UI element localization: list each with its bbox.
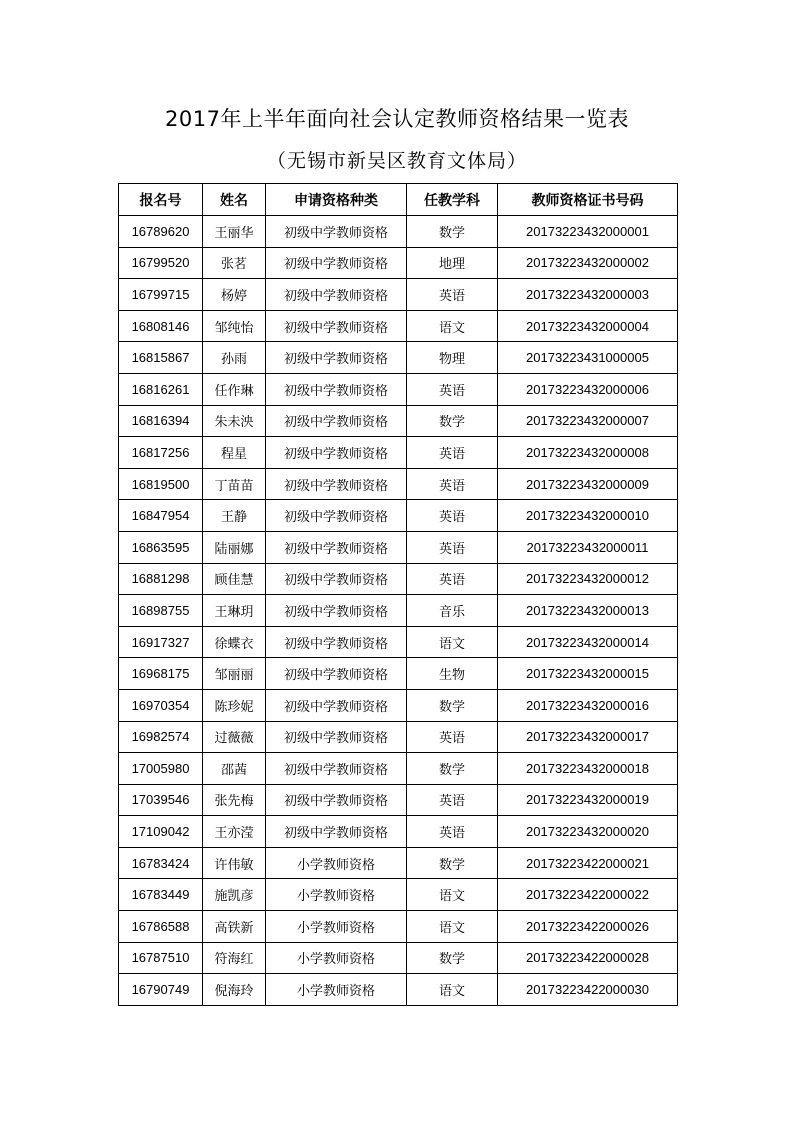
cell-registration-number: 16783449 — [119, 879, 203, 911]
cell-qualification-type: 初级中学教师资格 — [266, 658, 407, 690]
cell-name: 王亦滢 — [203, 816, 266, 848]
cell-registration-number: 16982574 — [119, 721, 203, 753]
cell-subject: 英语 — [407, 500, 498, 532]
table-row — [119, 595, 678, 627]
cell-subject: 语文 — [407, 626, 498, 658]
cell-subject: 语文 — [407, 879, 498, 911]
cell-registration-number: 16970354 — [119, 689, 203, 721]
header-row — [119, 184, 678, 216]
cell-qualification-type: 初级中学教师资格 — [266, 500, 407, 532]
cell-subject: 地理 — [407, 247, 498, 279]
cell-qualification-type: 初级中学教师资格 — [266, 563, 407, 595]
cell-certificate-number: 20173223422000028 — [498, 942, 678, 974]
cell-subject: 数学 — [407, 753, 498, 785]
cell-subject: 生物 — [407, 658, 498, 690]
cell-name: 过薇薇 — [203, 721, 266, 753]
cell-qualification-type: 初级中学教师资格 — [266, 216, 407, 248]
cell-certificate-number: 20173223432000007 — [498, 405, 678, 437]
results-table — [118, 183, 678, 1006]
cell-name: 杨婷 — [203, 279, 266, 311]
cell-certificate-number: 20173223422000021 — [498, 847, 678, 879]
cell-registration-number: 16787510 — [119, 942, 203, 974]
cell-subject: 英语 — [407, 563, 498, 595]
cell-subject: 数学 — [407, 405, 498, 437]
cell-name: 任作琳 — [203, 373, 266, 405]
cell-registration-number: 16799520 — [119, 247, 203, 279]
table-row — [119, 942, 678, 974]
cell-name: 程星 — [203, 437, 266, 469]
cell-subject: 英语 — [407, 437, 498, 469]
cell-qualification-type: 初级中学教师资格 — [266, 310, 407, 342]
cell-certificate-number: 20173223432000003 — [498, 279, 678, 311]
header-qualification-type: 申请资格种类 — [266, 184, 407, 216]
cell-name: 孙雨 — [203, 342, 266, 374]
table-row — [119, 626, 678, 658]
cell-certificate-number: 20173223432000014 — [498, 626, 678, 658]
table-row — [119, 911, 678, 943]
cell-qualification-type: 小学教师资格 — [266, 847, 407, 879]
cell-name: 许伟敏 — [203, 847, 266, 879]
cell-subject: 英语 — [407, 373, 498, 405]
cell-name: 施凯彦 — [203, 879, 266, 911]
cell-qualification-type: 初级中学教师资格 — [266, 405, 407, 437]
cell-subject: 音乐 — [407, 595, 498, 627]
cell-subject: 英语 — [407, 721, 498, 753]
cell-qualification-type: 初级中学教师资格 — [266, 816, 407, 848]
cell-subject: 数学 — [407, 847, 498, 879]
cell-subject: 英语 — [407, 279, 498, 311]
cell-qualification-type: 初级中学教师资格 — [266, 373, 407, 405]
cell-subject: 语文 — [407, 911, 498, 943]
cell-certificate-number: 20173223432000001 — [498, 216, 678, 248]
cell-name: 朱未泱 — [203, 405, 266, 437]
cell-name: 陈珍妮 — [203, 689, 266, 721]
cell-registration-number: 16863595 — [119, 531, 203, 563]
cell-qualification-type: 初级中学教师资格 — [266, 279, 407, 311]
table-row — [119, 247, 678, 279]
cell-registration-number: 17005980 — [119, 753, 203, 785]
cell-certificate-number: 20173223432000006 — [498, 373, 678, 405]
cell-registration-number: 16881298 — [119, 563, 203, 595]
table-row — [119, 563, 678, 595]
cell-subject: 英语 — [407, 816, 498, 848]
cell-registration-number: 16815867 — [119, 342, 203, 374]
table-row — [119, 437, 678, 469]
cell-registration-number: 16808146 — [119, 310, 203, 342]
cell-registration-number: 16816394 — [119, 405, 203, 437]
cell-name: 邹纯怡 — [203, 310, 266, 342]
cell-certificate-number: 20173223431000005 — [498, 342, 678, 374]
cell-subject: 英语 — [407, 468, 498, 500]
cell-subject: 数学 — [407, 942, 498, 974]
cell-qualification-type: 小学教师资格 — [266, 879, 407, 911]
cell-registration-number: 16817256 — [119, 437, 203, 469]
cell-name: 倪海玲 — [203, 974, 266, 1006]
table-row — [119, 753, 678, 785]
table-row — [119, 847, 678, 879]
table-row — [119, 405, 678, 437]
cell-certificate-number: 20173223432000012 — [498, 563, 678, 595]
cell-name: 邵茜 — [203, 753, 266, 785]
cell-registration-number: 16799715 — [119, 279, 203, 311]
cell-name: 徐蝶衣 — [203, 626, 266, 658]
cell-qualification-type: 小学教师资格 — [266, 974, 407, 1006]
cell-subject: 语文 — [407, 974, 498, 1006]
table-header — [119, 184, 678, 216]
table-row — [119, 279, 678, 311]
cell-qualification-type: 初级中学教师资格 — [266, 626, 407, 658]
table-row — [119, 468, 678, 500]
cell-qualification-type: 初级中学教师资格 — [266, 247, 407, 279]
table-row — [119, 310, 678, 342]
cell-name: 高铁新 — [203, 911, 266, 943]
table-row — [119, 721, 678, 753]
page-title: 2017年上半年面向社会认定教师资格结果一览表 — [165, 107, 629, 131]
cell-name: 王琳玥 — [203, 595, 266, 627]
cell-registration-number: 16786588 — [119, 911, 203, 943]
table-row — [119, 689, 678, 721]
cell-registration-number: 17039546 — [119, 784, 203, 816]
cell-qualification-type: 小学教师资格 — [266, 911, 407, 943]
table-row — [119, 974, 678, 1006]
cell-registration-number: 16816261 — [119, 373, 203, 405]
cell-certificate-number: 20173223432000009 — [498, 468, 678, 500]
cell-subject: 语文 — [407, 310, 498, 342]
cell-name: 符海红 — [203, 942, 266, 974]
cell-registration-number: 16783424 — [119, 847, 203, 879]
table-row — [119, 784, 678, 816]
header-registration-number: 报名号 — [119, 184, 203, 216]
cell-certificate-number: 20173223432000020 — [498, 816, 678, 848]
cell-subject: 数学 — [407, 689, 498, 721]
cell-qualification-type: 初级中学教师资格 — [266, 342, 407, 374]
cell-name: 张先梅 — [203, 784, 266, 816]
cell-certificate-number: 20173223432000013 — [498, 595, 678, 627]
header-subject: 任教学科 — [407, 184, 498, 216]
cell-certificate-number: 20173223432000016 — [498, 689, 678, 721]
cell-certificate-number: 20173223432000011 — [498, 531, 678, 563]
cell-certificate-number: 20173223432000010 — [498, 500, 678, 532]
cell-registration-number: 16847954 — [119, 500, 203, 532]
cell-certificate-number: 20173223432000002 — [498, 247, 678, 279]
cell-certificate-number: 20173223422000030 — [498, 974, 678, 1006]
cell-registration-number: 16898755 — [119, 595, 203, 627]
cell-registration-number: 16790749 — [119, 974, 203, 1006]
table-row — [119, 500, 678, 532]
table-row — [119, 216, 678, 248]
table-body — [119, 216, 678, 1006]
cell-certificate-number: 20173223432000018 — [498, 753, 678, 785]
cell-certificate-number: 20173223432000004 — [498, 310, 678, 342]
cell-registration-number: 16789620 — [119, 216, 203, 248]
cell-registration-number: 16917327 — [119, 626, 203, 658]
cell-certificate-number: 20173223422000026 — [498, 911, 678, 943]
cell-certificate-number: 20173223432000008 — [498, 437, 678, 469]
table-row — [119, 816, 678, 848]
cell-name: 王丽华 — [203, 216, 266, 248]
cell-registration-number: 17109042 — [119, 816, 203, 848]
cell-name: 张茗 — [203, 247, 266, 279]
cell-qualification-type: 初级中学教师资格 — [266, 468, 407, 500]
cell-name: 顾佳慧 — [203, 563, 266, 595]
cell-subject: 物理 — [407, 342, 498, 374]
table-row — [119, 531, 678, 563]
table-row — [119, 373, 678, 405]
cell-subject: 英语 — [407, 784, 498, 816]
cell-qualification-type: 初级中学教师资格 — [266, 689, 407, 721]
cell-name: 丁苗苗 — [203, 468, 266, 500]
header-name: 姓名 — [203, 184, 266, 216]
cell-qualification-type: 初级中学教师资格 — [266, 753, 407, 785]
table-row — [119, 342, 678, 374]
header-certificate-number: 教师资格证书号码 — [498, 184, 678, 216]
cell-qualification-type: 初级中学教师资格 — [266, 437, 407, 469]
cell-certificate-number: 20173223432000017 — [498, 721, 678, 753]
cell-name: 邹丽丽 — [203, 658, 266, 690]
cell-qualification-type: 初级中学教师资格 — [266, 721, 407, 753]
cell-subject: 英语 — [407, 531, 498, 563]
cell-certificate-number: 20173223432000019 — [498, 784, 678, 816]
cell-qualification-type: 初级中学教师资格 — [266, 595, 407, 627]
cell-qualification-type: 初级中学教师资格 — [266, 531, 407, 563]
cell-qualification-type: 小学教师资格 — [266, 942, 407, 974]
table-row — [119, 879, 678, 911]
cell-certificate-number: 20173223422000022 — [498, 879, 678, 911]
table-row — [119, 658, 678, 690]
cell-certificate-number: 20173223432000015 — [498, 658, 678, 690]
cell-registration-number: 16819500 — [119, 468, 203, 500]
cell-qualification-type: 初级中学教师资格 — [266, 784, 407, 816]
cell-name: 陆丽娜 — [203, 531, 266, 563]
cell-subject: 数学 — [407, 216, 498, 248]
cell-name: 王静 — [203, 500, 266, 532]
page-subtitle: （无锡市新吴区教育文体局） — [266, 150, 527, 172]
cell-registration-number: 16968175 — [119, 658, 203, 690]
